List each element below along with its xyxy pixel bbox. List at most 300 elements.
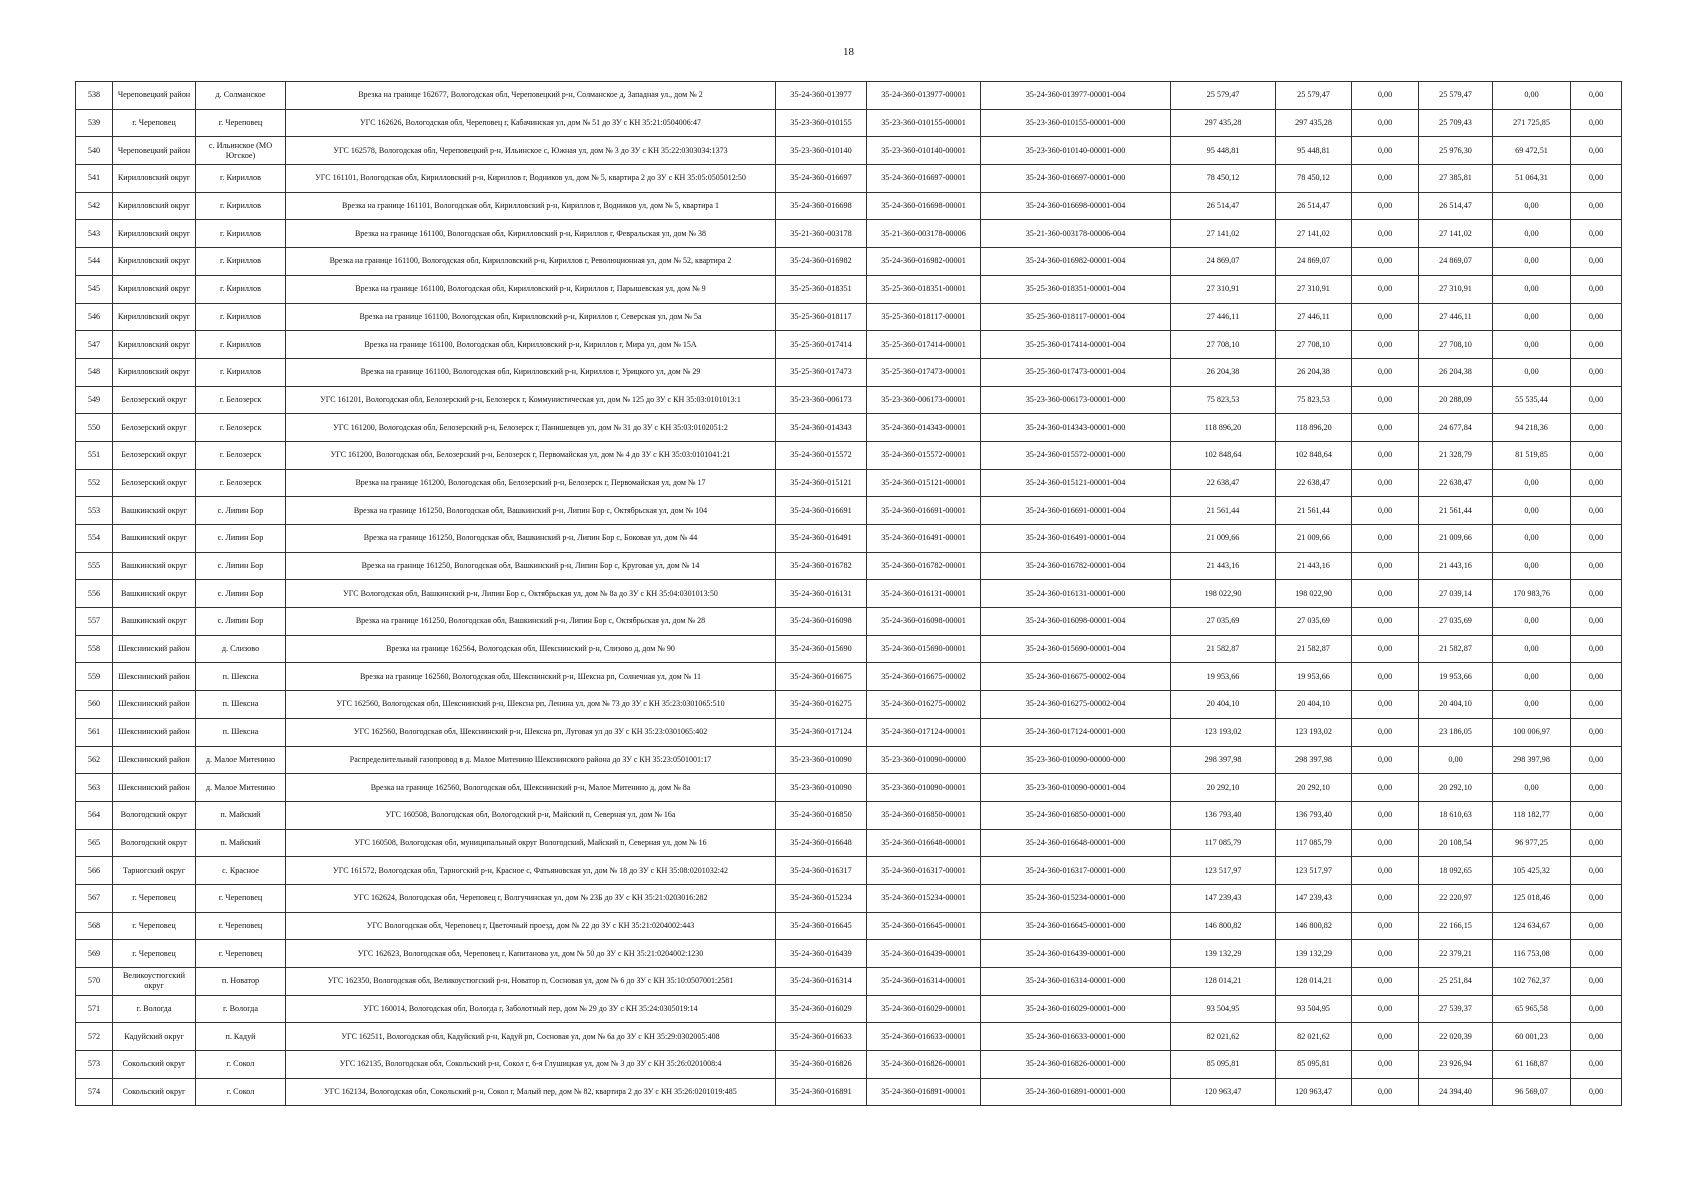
- value-4-cell: 24 394,40: [1419, 1078, 1493, 1106]
- table-row: [76, 663, 1622, 691]
- district-cell: Кадуйский округ: [113, 1023, 196, 1051]
- district-cell: Белозерский округ: [113, 441, 196, 469]
- row-number-cell: 572: [76, 1023, 113, 1051]
- value-6-cell: 0,00: [1571, 580, 1622, 608]
- row-number-cell: 564: [76, 801, 113, 829]
- locality-cell: г. Белозерск: [196, 441, 286, 469]
- subobject-code-cell: 35-24-360-014343-00001: [867, 414, 981, 442]
- value-2-cell: 128 014,21: [1276, 968, 1352, 996]
- address-cell: УГС 161200, Вологодская обл, Белозерский р-н, Белозерск г, Панишевцев ул, дом № 31 до ЗУ с КН 35:03:0102051:2: [286, 414, 776, 442]
- value-2-cell: 85 095,81: [1276, 1051, 1352, 1079]
- point-code-cell: 35-24-360-016826-00001-000: [981, 1051, 1171, 1079]
- value-3-cell: 0,00: [1352, 884, 1419, 912]
- value-2-cell: 139 132,29: [1276, 940, 1352, 968]
- district-cell: г. Череповец: [113, 912, 196, 940]
- row-number-cell: 570: [76, 968, 113, 996]
- value-total-cell: 139 132,29: [1171, 940, 1276, 968]
- value-5-cell: 0,00: [1493, 497, 1571, 525]
- object-code-cell: 35-24-360-014343: [776, 414, 867, 442]
- locality-cell: п. Шексна: [196, 718, 286, 746]
- district-cell: Вологодский округ: [113, 829, 196, 857]
- district-cell: Великоустюгский округ: [113, 968, 196, 996]
- value-3-cell: 0,00: [1352, 829, 1419, 857]
- row-number-cell: 568: [76, 912, 113, 940]
- table-row: [76, 386, 1622, 414]
- row-number-cell: 549: [76, 386, 113, 414]
- district-cell: Кирилловский округ: [113, 220, 196, 248]
- value-2-cell: 21 443,16: [1276, 552, 1352, 580]
- address-cell: Врезка на границе 161250, Вологодская обл, Вашкинский р-н, Липин Бор с, Боковая ул, дом № 44: [286, 525, 776, 553]
- subobject-code-cell: 35-23-360-010090-00000: [867, 746, 981, 774]
- object-code-cell: 35-24-360-016131: [776, 580, 867, 608]
- value-3-cell: 0,00: [1352, 691, 1419, 719]
- table-row: [76, 1051, 1622, 1079]
- subobject-code-cell: 35-24-360-016314-00001: [867, 968, 981, 996]
- value-2-cell: 198 022,90: [1276, 580, 1352, 608]
- point-code-cell: 35-24-360-016275-00002-004: [981, 691, 1171, 719]
- value-3-cell: 0,00: [1352, 968, 1419, 996]
- district-cell: Белозерский округ: [113, 469, 196, 497]
- district-cell: Вашкинский округ: [113, 580, 196, 608]
- row-number-cell: 571: [76, 995, 113, 1023]
- value-6-cell: 0,00: [1571, 1078, 1622, 1106]
- district-cell: Вашкинский округ: [113, 497, 196, 525]
- value-5-cell: 0,00: [1493, 774, 1571, 802]
- table-row: [76, 691, 1622, 719]
- address-cell: Врезка на границе 161100, Вологодская обл, Кирилловский р-н, Кириллов г, Парышевская ул, дом № 9: [286, 275, 776, 303]
- subobject-code-cell: 35-24-360-016317-00001: [867, 857, 981, 885]
- district-cell: г. Череповец: [113, 109, 196, 137]
- value-4-cell: 20 288,09: [1419, 386, 1493, 414]
- row-number-cell: 567: [76, 884, 113, 912]
- value-6-cell: 0,00: [1571, 995, 1622, 1023]
- value-5-cell: 0,00: [1493, 192, 1571, 220]
- value-total-cell: 24 869,07: [1171, 248, 1276, 276]
- value-2-cell: 21 009,66: [1276, 525, 1352, 553]
- point-code-cell: 35-24-360-016317-00001-000: [981, 857, 1171, 885]
- object-code-cell: 35-24-360-016850: [776, 801, 867, 829]
- row-number-cell: 554: [76, 525, 113, 553]
- locality-cell: г. Кириллов: [196, 220, 286, 248]
- value-4-cell: 27 539,37: [1419, 995, 1493, 1023]
- value-3-cell: 0,00: [1352, 525, 1419, 553]
- value-6-cell: 0,00: [1571, 497, 1622, 525]
- locality-cell: г. Сокол: [196, 1078, 286, 1106]
- value-6-cell: 0,00: [1571, 525, 1622, 553]
- point-code-cell: 35-24-360-016645-00001-000: [981, 912, 1171, 940]
- value-5-cell: 81 519,85: [1493, 441, 1571, 469]
- address-cell: Врезка на границе 161250, Вологодская обл, Вашкинский р-н, Липин Бор с, Круговая ул, дом № 14: [286, 552, 776, 580]
- row-number-cell: 546: [76, 303, 113, 331]
- value-3-cell: 0,00: [1352, 109, 1419, 137]
- value-3-cell: 0,00: [1352, 635, 1419, 663]
- value-6-cell: 0,00: [1571, 82, 1622, 110]
- value-total-cell: 21 561,44: [1171, 497, 1276, 525]
- value-6-cell: 0,00: [1571, 635, 1622, 663]
- address-cell: Врезка на границе 161100, Вологодская обл, Кирилловский р-н, Кириллов г, Урицкого ул, дом № 29: [286, 358, 776, 386]
- row-number-cell: 569: [76, 940, 113, 968]
- row-number-cell: 540: [76, 137, 113, 165]
- address-cell: УГС 161101, Вологодская обл, Кирилловский р-н, Кириллов г, Водников ул, дом № 5, квартира 2 до ЗУ с КН 35:05:0505012:50: [286, 165, 776, 193]
- table-row: [76, 829, 1622, 857]
- row-number-cell: 538: [76, 82, 113, 110]
- address-cell: УГС Вологодская обл, Череповец г, Цветочный проезд, дом № 22 до ЗУ с КН 35:21:0204002:443: [286, 912, 776, 940]
- value-5-cell: 170 983,76: [1493, 580, 1571, 608]
- point-code-cell: 35-24-360-016697-00001-000: [981, 165, 1171, 193]
- value-6-cell: 0,00: [1571, 940, 1622, 968]
- value-3-cell: 0,00: [1352, 497, 1419, 525]
- table-row: [76, 635, 1622, 663]
- value-6-cell: 0,00: [1571, 248, 1622, 276]
- subobject-code-cell: 35-24-360-016698-00001: [867, 192, 981, 220]
- value-3-cell: 0,00: [1352, 137, 1419, 165]
- district-cell: Кирилловский округ: [113, 358, 196, 386]
- locality-cell: п. Кадуй: [196, 1023, 286, 1051]
- value-6-cell: 0,00: [1571, 275, 1622, 303]
- value-2-cell: 118 896,20: [1276, 414, 1352, 442]
- row-number-cell: 574: [76, 1078, 113, 1106]
- subobject-code-cell: 35-25-360-017473-00001: [867, 358, 981, 386]
- object-code-cell: 35-24-360-015234: [776, 884, 867, 912]
- table-row: [76, 1023, 1622, 1051]
- value-2-cell: 20 292,10: [1276, 774, 1352, 802]
- locality-cell: п. Майский: [196, 829, 286, 857]
- value-4-cell: 23 186,05: [1419, 718, 1493, 746]
- table-row: [76, 912, 1622, 940]
- row-number-cell: 541: [76, 165, 113, 193]
- value-2-cell: 25 579,47: [1276, 82, 1352, 110]
- locality-cell: г. Кириллов: [196, 248, 286, 276]
- subobject-code-cell: 35-23-360-006173-00001: [867, 386, 981, 414]
- row-number-cell: 561: [76, 718, 113, 746]
- value-total-cell: 19 953,66: [1171, 663, 1276, 691]
- row-number-cell: 555: [76, 552, 113, 580]
- value-5-cell: 51 064,31: [1493, 165, 1571, 193]
- point-code-cell: 35-24-360-015690-00001-004: [981, 635, 1171, 663]
- row-number-cell: 551: [76, 441, 113, 469]
- value-total-cell: 123 517,97: [1171, 857, 1276, 885]
- value-total-cell: 26 514,47: [1171, 192, 1276, 220]
- value-3-cell: 0,00: [1352, 608, 1419, 636]
- value-total-cell: 21 582,87: [1171, 635, 1276, 663]
- locality-cell: п. Новатор: [196, 968, 286, 996]
- object-code-cell: 35-23-360-006173: [776, 386, 867, 414]
- subobject-code-cell: 35-25-360-017414-00001: [867, 331, 981, 359]
- table-row: [76, 580, 1622, 608]
- point-code-cell: 35-24-360-016675-00002-004: [981, 663, 1171, 691]
- object-code-cell: 35-24-360-013977: [776, 82, 867, 110]
- value-4-cell: 26 514,47: [1419, 192, 1493, 220]
- value-4-cell: 22 166,15: [1419, 912, 1493, 940]
- value-6-cell: 0,00: [1571, 691, 1622, 719]
- locality-cell: с. Липин Бор: [196, 497, 286, 525]
- object-code-cell: 35-24-360-016491: [776, 525, 867, 553]
- value-total-cell: 117 085,79: [1171, 829, 1276, 857]
- object-code-cell: 35-24-360-016645: [776, 912, 867, 940]
- district-cell: Сокольский округ: [113, 1078, 196, 1106]
- value-2-cell: 298 397,98: [1276, 746, 1352, 774]
- value-5-cell: 105 425,32: [1493, 857, 1571, 885]
- point-code-cell: 35-25-360-018351-00001-004: [981, 275, 1171, 303]
- value-5-cell: 65 965,58: [1493, 995, 1571, 1023]
- address-cell: Распределительный газопровод в д. Малое Митенино Шекснинского района до ЗУ с КН 35:23:0501001:17: [286, 746, 776, 774]
- locality-cell: д. Солманское: [196, 82, 286, 110]
- object-code-cell: 35-24-360-016891: [776, 1078, 867, 1106]
- subobject-code-cell: 35-24-360-016275-00002: [867, 691, 981, 719]
- table-row: [76, 718, 1622, 746]
- address-cell: Врезка на границе 161200, Вологодская обл, Белозерский р-н, Белозерск г, Первомайская ул, дом № 17: [286, 469, 776, 497]
- table-row: [76, 82, 1622, 110]
- row-number-cell: 565: [76, 829, 113, 857]
- point-code-cell: 35-24-360-016633-00001-000: [981, 1023, 1171, 1051]
- table-row: [76, 109, 1622, 137]
- value-2-cell: 75 823,53: [1276, 386, 1352, 414]
- subobject-code-cell: 35-24-360-016982-00001: [867, 248, 981, 276]
- table-row: [76, 248, 1622, 276]
- object-code-cell: 35-24-360-016782: [776, 552, 867, 580]
- value-4-cell: 27 035,69: [1419, 608, 1493, 636]
- value-2-cell: 27 141,02: [1276, 220, 1352, 248]
- value-total-cell: 21 009,66: [1171, 525, 1276, 553]
- value-4-cell: 22 220,97: [1419, 884, 1493, 912]
- table-row: [76, 995, 1622, 1023]
- subobject-code-cell: 35-24-360-016648-00001: [867, 829, 981, 857]
- value-3-cell: 0,00: [1352, 82, 1419, 110]
- value-2-cell: 78 450,12: [1276, 165, 1352, 193]
- value-6-cell: 0,00: [1571, 192, 1622, 220]
- district-cell: Шекснинский район: [113, 718, 196, 746]
- value-5-cell: 298 397,98: [1493, 746, 1571, 774]
- value-2-cell: 82 021,62: [1276, 1023, 1352, 1051]
- district-cell: Кирилловский округ: [113, 248, 196, 276]
- value-6-cell: 0,00: [1571, 303, 1622, 331]
- row-number-cell: 545: [76, 275, 113, 303]
- value-3-cell: 0,00: [1352, 580, 1419, 608]
- value-6-cell: 0,00: [1571, 414, 1622, 442]
- value-2-cell: 22 638,47: [1276, 469, 1352, 497]
- address-cell: УГС 162350, Вологодская обл, Великоустюгский р-н, Новатор п, Сосновая ул, дом № 6 до ЗУ с КН 35:10:0507001:2581: [286, 968, 776, 996]
- value-2-cell: 95 448,81: [1276, 137, 1352, 165]
- district-cell: Вашкинский округ: [113, 608, 196, 636]
- locality-cell: г. Вологда: [196, 995, 286, 1023]
- locality-cell: г. Кириллов: [196, 331, 286, 359]
- value-6-cell: 0,00: [1571, 165, 1622, 193]
- value-6-cell: 0,00: [1571, 884, 1622, 912]
- value-4-cell: 22 379,21: [1419, 940, 1493, 968]
- value-5-cell: 0,00: [1493, 358, 1571, 386]
- point-code-cell: 35-24-360-016782-00001-004: [981, 552, 1171, 580]
- table-row: [76, 1078, 1622, 1106]
- district-cell: Череповецкий район: [113, 82, 196, 110]
- value-4-cell: 21 009,66: [1419, 525, 1493, 553]
- subobject-code-cell: 35-24-360-016850-00001: [867, 801, 981, 829]
- district-cell: г. Вологда: [113, 995, 196, 1023]
- table-row: [76, 441, 1622, 469]
- value-3-cell: 0,00: [1352, 912, 1419, 940]
- value-total-cell: 20 292,10: [1171, 774, 1276, 802]
- point-code-cell: 35-23-360-006173-00001-000: [981, 386, 1171, 414]
- point-code-cell: 35-23-360-010140-00001-000: [981, 137, 1171, 165]
- row-number-cell: 539: [76, 109, 113, 137]
- value-total-cell: 120 963,47: [1171, 1078, 1276, 1106]
- table-row: [76, 552, 1622, 580]
- value-5-cell: 69 472,51: [1493, 137, 1571, 165]
- locality-cell: г. Белозерск: [196, 469, 286, 497]
- value-total-cell: 85 095,81: [1171, 1051, 1276, 1079]
- value-6-cell: 0,00: [1571, 552, 1622, 580]
- value-total-cell: 118 896,20: [1171, 414, 1276, 442]
- value-6-cell: 0,00: [1571, 774, 1622, 802]
- subobject-code-cell: 35-24-360-015234-00001: [867, 884, 981, 912]
- table-row: [76, 192, 1622, 220]
- locality-cell: д. Слизово: [196, 635, 286, 663]
- locality-cell: г. Сокол: [196, 1051, 286, 1079]
- address-cell: УГС 162626, Вологодская обл, Череповец г, Кабачинская ул, дом № 51 до ЗУ с КН 35:21:0504006:47: [286, 109, 776, 137]
- address-cell: Врезка на границе 162564, Вологодская обл, Шекснинский р-н, Слизово д, дом № 90: [286, 635, 776, 663]
- value-2-cell: 26 204,38: [1276, 358, 1352, 386]
- value-total-cell: 78 450,12: [1171, 165, 1276, 193]
- address-cell: УГС 162578, Вологодская обл, Череповецкий р-н, Ильинское с, Южная ул, дом № 3 до ЗУ с КН 35:22:0303034:1373: [286, 137, 776, 165]
- address-cell: УГС 162560, Вологодская обл, Шекснинский р-н, Шексна рп, Луговая ул до ЗУ с КН 35:23:0301065:402: [286, 718, 776, 746]
- value-4-cell: 21 561,44: [1419, 497, 1493, 525]
- value-3-cell: 0,00: [1352, 469, 1419, 497]
- object-code-cell: 35-24-360-016826: [776, 1051, 867, 1079]
- row-number-cell: 560: [76, 691, 113, 719]
- district-cell: Вашкинский округ: [113, 525, 196, 553]
- value-5-cell: 96 977,25: [1493, 829, 1571, 857]
- value-total-cell: 298 397,98: [1171, 746, 1276, 774]
- locality-cell: п. Шексна: [196, 663, 286, 691]
- value-3-cell: 0,00: [1352, 801, 1419, 829]
- object-code-cell: 35-24-360-016314: [776, 968, 867, 996]
- object-code-cell: 35-24-360-015121: [776, 469, 867, 497]
- table-row: [76, 774, 1622, 802]
- address-cell: УГС 162511, Вологодская обл, Кадуйский р-н, Кадуй рп, Сосновая ул, дом № 6а до ЗУ с КН 35:29:0302005:408: [286, 1023, 776, 1051]
- value-5-cell: 0,00: [1493, 552, 1571, 580]
- district-cell: Шекснинский район: [113, 663, 196, 691]
- subobject-code-cell: 35-24-360-016491-00001: [867, 525, 981, 553]
- value-3-cell: 0,00: [1352, 1051, 1419, 1079]
- address-cell: Врезка на границе 161100, Вологодская обл, Кирилловский р-н, Кириллов г, Революционная ул, дом № 52, квартира 2: [286, 248, 776, 276]
- value-2-cell: 297 435,28: [1276, 109, 1352, 137]
- locality-cell: г. Кириллов: [196, 303, 286, 331]
- row-number-cell: 542: [76, 192, 113, 220]
- table-row: [76, 497, 1622, 525]
- address-cell: Врезка на границе 161101, Вологодская обл, Кирилловский р-н, Кириллов г, Водников ул, дом № 5, квартира 1: [286, 192, 776, 220]
- point-code-cell: 35-23-360-010090-00001-004: [981, 774, 1171, 802]
- value-6-cell: 0,00: [1571, 358, 1622, 386]
- address-cell: УГС 162134, Вологодская обл, Сокольский р-н, Сокол г, Малый пер, дом № 82, квартира 2 до ЗУ с КН 35:26:0201019:485: [286, 1078, 776, 1106]
- table-row: [76, 940, 1622, 968]
- value-5-cell: 0,00: [1493, 691, 1571, 719]
- row-number-cell: 557: [76, 608, 113, 636]
- value-5-cell: 118 182,77: [1493, 801, 1571, 829]
- value-6-cell: 0,00: [1571, 331, 1622, 359]
- point-code-cell: 35-24-360-016850-00001-000: [981, 801, 1171, 829]
- district-cell: Белозерский округ: [113, 386, 196, 414]
- value-6-cell: 0,00: [1571, 469, 1622, 497]
- value-6-cell: 0,00: [1571, 441, 1622, 469]
- value-2-cell: 27 035,69: [1276, 608, 1352, 636]
- value-4-cell: 21 328,79: [1419, 441, 1493, 469]
- value-3-cell: 0,00: [1352, 414, 1419, 442]
- object-code-cell: 35-24-360-016648: [776, 829, 867, 857]
- value-5-cell: 0,00: [1493, 303, 1571, 331]
- subobject-code-cell: 35-24-360-015121-00001: [867, 469, 981, 497]
- point-code-cell: 35-24-360-014343-00001-000: [981, 414, 1171, 442]
- object-code-cell: 35-24-360-015690: [776, 635, 867, 663]
- table-row: [76, 801, 1622, 829]
- subobject-code-cell: 35-24-360-013977-00001: [867, 82, 981, 110]
- locality-cell: г. Череповец: [196, 912, 286, 940]
- object-code-cell: 35-23-360-010140: [776, 137, 867, 165]
- row-number-cell: 559: [76, 663, 113, 691]
- table-row: [76, 414, 1622, 442]
- table-row: [76, 857, 1622, 885]
- value-4-cell: 18 610,63: [1419, 801, 1493, 829]
- subobject-code-cell: 35-23-360-010140-00001: [867, 137, 981, 165]
- address-cell: УГС 162623, Вологодская обл, Череповец г, Капитанова ул, дом № 50 до ЗУ с КН 35:21:0204002:1230: [286, 940, 776, 968]
- table-row: [76, 968, 1622, 996]
- value-5-cell: 100 006,97: [1493, 718, 1571, 746]
- object-code-cell: 35-24-360-016982: [776, 248, 867, 276]
- value-2-cell: 21 561,44: [1276, 497, 1352, 525]
- address-cell: Врезка на границе 161100, Вологодская обл, Кирилловский р-н, Кириллов г, Февральская ул, дом № 38: [286, 220, 776, 248]
- value-3-cell: 0,00: [1352, 303, 1419, 331]
- value-6-cell: 0,00: [1571, 608, 1622, 636]
- value-total-cell: 25 579,47: [1171, 82, 1276, 110]
- value-5-cell: 96 569,07: [1493, 1078, 1571, 1106]
- table-row: [76, 746, 1622, 774]
- subobject-code-cell: 35-21-360-003178-00006: [867, 220, 981, 248]
- value-2-cell: 24 869,07: [1276, 248, 1352, 276]
- point-code-cell: 35-24-360-013977-00001-004: [981, 82, 1171, 110]
- value-2-cell: 93 504,95: [1276, 995, 1352, 1023]
- address-cell: Врезка на границе 162560, Вологодская обл, Шекснинский р-н, Шексна рп, Солнечная ул, дом № 11: [286, 663, 776, 691]
- subobject-code-cell: 35-24-360-016439-00001: [867, 940, 981, 968]
- value-2-cell: 123 193,02: [1276, 718, 1352, 746]
- district-cell: Вологодский округ: [113, 801, 196, 829]
- value-3-cell: 0,00: [1352, 248, 1419, 276]
- subobject-code-cell: 35-23-360-010090-00001: [867, 774, 981, 802]
- value-6-cell: 0,00: [1571, 1051, 1622, 1079]
- value-2-cell: 21 582,87: [1276, 635, 1352, 663]
- address-cell: Врезка на границе 161250, Вологодская обл, Вашкинский р-н, Липин Бор с, Октябрьская ул, дом № 104: [286, 497, 776, 525]
- district-cell: Шекснинский район: [113, 774, 196, 802]
- object-code-cell: 35-25-360-017414: [776, 331, 867, 359]
- point-code-cell: 35-24-360-015234-00001-000: [981, 884, 1171, 912]
- subobject-code-cell: 35-24-360-016697-00001: [867, 165, 981, 193]
- locality-cell: п. Майский: [196, 801, 286, 829]
- row-number-cell: 550: [76, 414, 113, 442]
- value-4-cell: 26 204,38: [1419, 358, 1493, 386]
- row-number-cell: 573: [76, 1051, 113, 1079]
- row-number-cell: 544: [76, 248, 113, 276]
- value-total-cell: 20 404,10: [1171, 691, 1276, 719]
- value-4-cell: 25 251,84: [1419, 968, 1493, 996]
- value-total-cell: 21 443,16: [1171, 552, 1276, 580]
- value-total-cell: 95 448,81: [1171, 137, 1276, 165]
- row-number-cell: 553: [76, 497, 113, 525]
- locality-cell: д. Малое Митенино: [196, 746, 286, 774]
- row-number-cell: 562: [76, 746, 113, 774]
- value-4-cell: 22 638,47: [1419, 469, 1493, 497]
- value-total-cell: 27 310,91: [1171, 275, 1276, 303]
- locality-cell: г. Кириллов: [196, 165, 286, 193]
- value-6-cell: 0,00: [1571, 718, 1622, 746]
- point-code-cell: 35-21-360-003178-00006-004: [981, 220, 1171, 248]
- address-cell: УГС 161572, Вологодская обл, Тарногский р-н, Красное с, Фатьяновская ул, дом № 18 до ЗУ с КН 35:08:0201032:42: [286, 857, 776, 885]
